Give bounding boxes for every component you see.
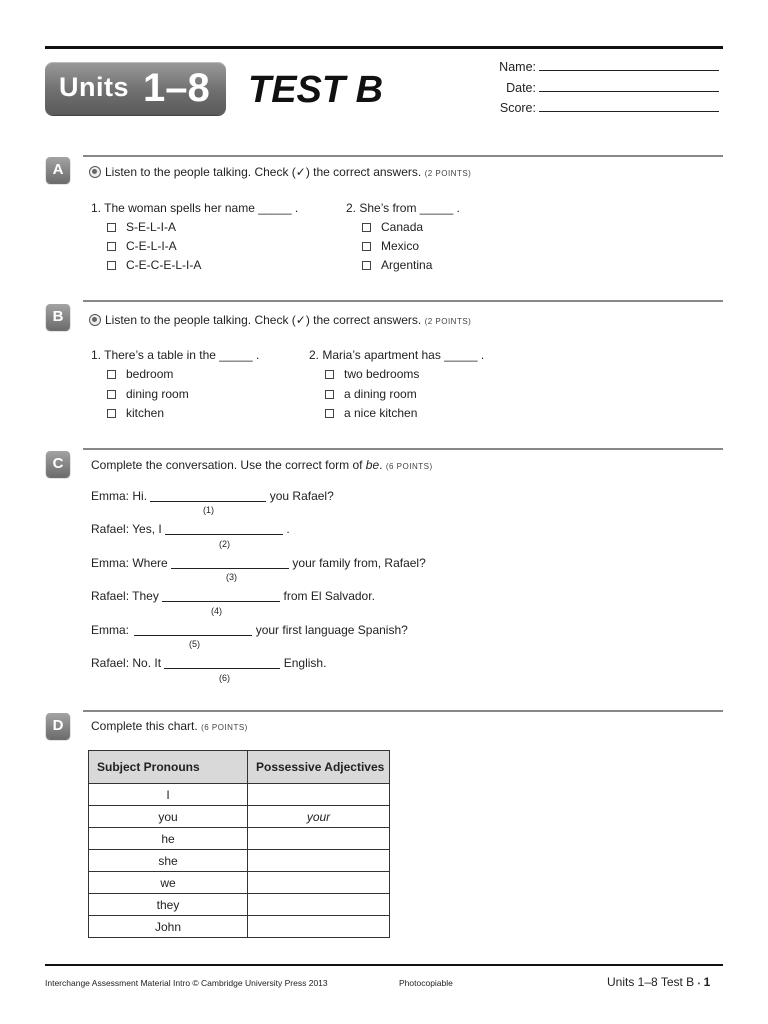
name-field[interactable] xyxy=(494,60,719,74)
blank-number: (4) xyxy=(211,606,222,616)
checkbox[interactable] xyxy=(325,409,334,418)
speaker: Rafael: xyxy=(91,589,130,603)
test-title: TEST B xyxy=(248,69,384,111)
option-label: dining room xyxy=(126,387,189,401)
checkbox[interactable] xyxy=(362,242,371,251)
instruction-period: . xyxy=(379,458,383,472)
table-header-row xyxy=(89,751,390,784)
section-a-q1: 1. The woman spells her name _____ . xyxy=(91,201,299,215)
section-a-q1-option[interactable] xyxy=(107,258,201,272)
line-after: your family from, Rafael? xyxy=(292,556,426,570)
checkbox[interactable] xyxy=(325,390,334,399)
option-label: Canada xyxy=(381,220,424,234)
option-label: a nice kitchen xyxy=(344,406,418,420)
checkbox[interactable] xyxy=(325,370,334,379)
section-b-q2: 2. Maria’s apartment has _____ . xyxy=(309,348,485,362)
answer-cell[interactable] xyxy=(248,894,390,916)
score-field[interactable] xyxy=(494,101,719,115)
section-a-q2-option[interactable] xyxy=(362,239,419,253)
option-label: S-E-L-I-A xyxy=(126,220,177,234)
footer-rule xyxy=(45,964,723,966)
section-d-instruction xyxy=(91,719,248,733)
section-c-points: (6 POINTS) xyxy=(385,462,433,471)
section-b-q1: 1. There’s a table in the _____ . xyxy=(91,348,260,362)
section-b-instruction xyxy=(89,313,471,327)
section-c-rule xyxy=(83,448,723,450)
speaker: Rafael: xyxy=(91,522,130,536)
table-row xyxy=(89,916,390,938)
line-after: you Rafael? xyxy=(269,489,334,503)
instruction-emphasis: be xyxy=(365,458,380,472)
blank-number: (5) xyxy=(189,639,200,649)
footer-page-label: Units 1–8 Test B xyxy=(607,975,695,989)
conversation-line xyxy=(91,589,375,603)
section-d-instruction-text: Complete this chart. xyxy=(91,719,198,733)
section-a-q2-option[interactable] xyxy=(362,220,423,234)
answer-blank[interactable] xyxy=(134,625,252,636)
answer-blank[interactable] xyxy=(165,524,283,535)
answer-cell: your xyxy=(248,806,390,828)
option-label: two bedrooms xyxy=(344,367,420,381)
answer-blank[interactable] xyxy=(150,491,266,502)
table-row xyxy=(89,784,390,806)
option-label: bedroom xyxy=(126,367,174,381)
line-before: No. It xyxy=(132,656,162,670)
section-a-q2-option[interactable] xyxy=(362,258,432,272)
answer-cell[interactable] xyxy=(248,784,390,806)
blank-number: (2) xyxy=(219,539,230,549)
units-range: 1–8 xyxy=(143,66,210,110)
section-a-rule xyxy=(83,155,723,157)
score-label: Score: xyxy=(499,101,536,115)
section-c-instruction xyxy=(91,458,433,472)
checkbox[interactable] xyxy=(107,409,116,418)
line-after: from El Salvador. xyxy=(283,589,375,603)
checkbox[interactable] xyxy=(362,223,371,232)
footer-bullet: • xyxy=(697,979,701,988)
blank-number: (6) xyxy=(219,673,230,683)
conversation-line xyxy=(91,656,326,670)
section-a-instruction xyxy=(89,165,471,179)
date-line[interactable] xyxy=(539,81,719,92)
option-label: Mexico xyxy=(381,239,420,253)
footer-photocopiable: Photocopiable xyxy=(399,978,453,988)
checkbox[interactable] xyxy=(107,390,116,399)
answer-cell[interactable] xyxy=(248,872,390,894)
col-header-subject: Subject Pronouns xyxy=(89,751,248,784)
section-a-q2: 2. She’s from _____ . xyxy=(346,201,460,215)
line-after: English. xyxy=(283,656,327,670)
subject-cell: he xyxy=(89,828,248,850)
subject-cell: John xyxy=(89,916,248,938)
answer-blank[interactable] xyxy=(171,558,289,569)
table-row xyxy=(89,872,390,894)
section-b-q1-option[interactable] xyxy=(107,406,164,420)
line-before: They xyxy=(132,589,159,603)
pronoun-chart xyxy=(88,750,390,938)
units-word: Units xyxy=(59,72,129,102)
section-a-points: (2 POINTS) xyxy=(424,169,472,178)
conversation-line xyxy=(91,556,426,570)
section-a-q1-option[interactable] xyxy=(107,239,177,253)
option-label: a dining room xyxy=(344,387,417,401)
conversation-line xyxy=(91,623,408,637)
footer-copyright: Interchange Assessment Material Intro © Cambridge University Press 2013 xyxy=(45,978,328,988)
units-badge xyxy=(45,62,226,115)
subject-cell: I xyxy=(89,784,248,806)
line-after: . xyxy=(286,522,290,536)
checkbox[interactable] xyxy=(107,261,116,270)
audio-icon[interactable] xyxy=(89,166,101,178)
name-line[interactable] xyxy=(539,60,719,71)
conversation-line xyxy=(91,489,334,503)
speaker: Emma: xyxy=(91,489,130,503)
section-d-badge: D xyxy=(46,713,70,739)
score-line[interactable] xyxy=(539,101,719,112)
table-row xyxy=(89,850,390,872)
section-b-q1-option[interactable] xyxy=(107,387,189,401)
table-row xyxy=(89,828,390,850)
option-label: Argentina xyxy=(381,258,433,272)
col-header-possessive: Possessive Adjectives xyxy=(248,751,390,784)
checkbox[interactable] xyxy=(107,242,116,251)
checkbox[interactable] xyxy=(107,370,116,379)
checkbox[interactable] xyxy=(107,223,116,232)
subject-cell: we xyxy=(89,872,248,894)
table-row xyxy=(89,894,390,916)
audio-icon[interactable] xyxy=(89,314,101,326)
date-label: Date: xyxy=(506,81,536,95)
date-field[interactable] xyxy=(494,81,719,95)
section-b-q2-option[interactable] xyxy=(325,387,417,401)
section-a-q1-option[interactable] xyxy=(107,220,176,234)
answer-blank[interactable] xyxy=(162,591,280,602)
speaker: Emma: xyxy=(91,556,130,570)
section-b-instruction-text: Listen to the people talking. Check (✓) the correct answers. xyxy=(105,313,422,327)
subject-cell: she xyxy=(89,850,248,872)
section-b-q2-option[interactable] xyxy=(325,367,419,381)
line-before: Hi. xyxy=(132,489,148,503)
line-after: your first language Spanish? xyxy=(255,623,408,637)
line-before: Where xyxy=(132,556,168,570)
table-row xyxy=(89,806,390,828)
subject-cell: you xyxy=(89,806,248,828)
section-b-q1-option[interactable] xyxy=(107,367,173,381)
section-b-rule xyxy=(83,300,723,302)
answer-cell[interactable] xyxy=(248,828,390,850)
speaker: Emma: xyxy=(91,623,130,637)
footer-page-number: 1 xyxy=(703,975,711,989)
answer-cell[interactable] xyxy=(248,850,390,872)
footer-page xyxy=(607,975,710,989)
top-rule xyxy=(45,46,723,49)
section-a-instruction-text: Listen to the people talking. Check (✓) the correct answers. xyxy=(105,165,422,179)
section-d-points: (6 POINTS) xyxy=(201,723,248,732)
name-label: Name: xyxy=(499,60,536,74)
speaker: Rafael: xyxy=(91,656,130,670)
section-b-badge: B xyxy=(46,304,70,330)
section-d-rule xyxy=(83,710,723,712)
blank-number: (3) xyxy=(226,572,237,582)
answer-cell[interactable] xyxy=(248,916,390,938)
answer-blank[interactable] xyxy=(164,658,280,669)
section-b-points: (2 POINTS) xyxy=(424,317,472,326)
checkbox[interactable] xyxy=(362,261,371,270)
option-label: C-E-C-E-L-I-A xyxy=(126,258,202,272)
subject-cell: they xyxy=(89,894,248,916)
section-c-badge: C xyxy=(46,451,70,477)
conversation-line xyxy=(91,522,290,536)
line-before: Yes, I xyxy=(132,522,162,536)
section-a-badge: A xyxy=(46,157,70,183)
instruction-text: Complete the conversation. Use the correct form of xyxy=(91,458,366,472)
option-label: C-E-L-I-A xyxy=(126,239,177,253)
option-label: kitchen xyxy=(126,406,165,420)
blank-number: (1) xyxy=(203,505,214,515)
section-b-q2-option[interactable] xyxy=(325,406,417,420)
